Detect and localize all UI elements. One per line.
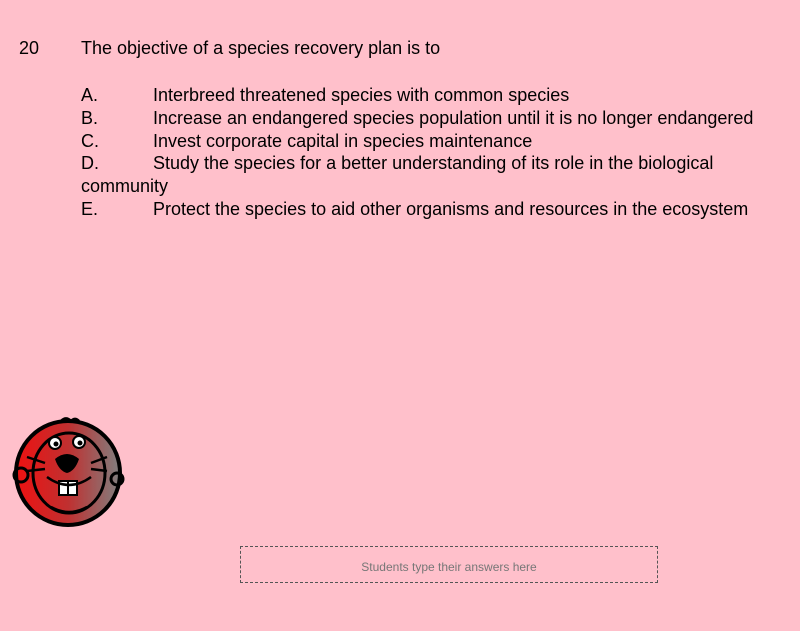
option-letter: C. [81, 130, 99, 151]
answer-input[interactable] [240, 546, 658, 583]
option-letter: D. [81, 153, 99, 174]
option-e [81, 198, 796, 221]
option-text: Interbreed threatened species with common species [153, 85, 570, 105]
option-text: Invest corporate capital in species maintenance [153, 130, 533, 151]
option-letter: E. [81, 198, 99, 219]
option-letter: A. [81, 85, 99, 105]
option-c [81, 130, 796, 153]
option-text: Increase an endangered species population until it is no longer endangered [153, 107, 754, 128]
option-d [81, 152, 796, 198]
option-b [81, 107, 796, 130]
answer-options [81, 84, 796, 221]
option-a [81, 84, 796, 107]
beaver-mascot-icon [11, 415, 126, 530]
option-text: Study the species for a better understanding of its role in the biological community [81, 153, 714, 197]
question-text: The objective of a species recovery plan is to [81, 38, 441, 58]
option-letter: B. [81, 107, 99, 128]
question-number: 20 [19, 38, 40, 58]
option-text: Protect the species to aid other organisms and resources in the ecosystem [153, 198, 749, 219]
